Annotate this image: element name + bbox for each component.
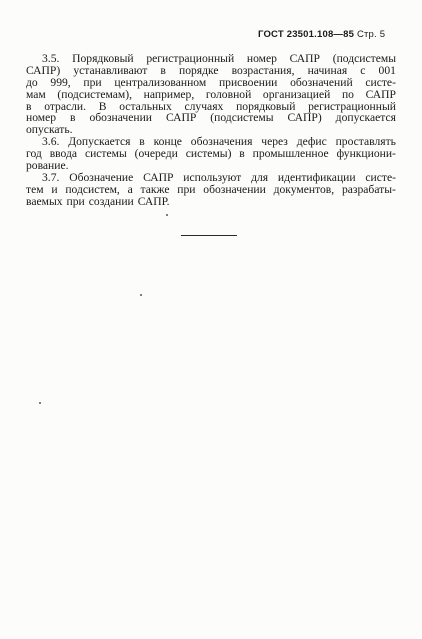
word: централизованном xyxy=(114,75,207,89)
word: рование. xyxy=(26,159,69,173)
page-number: Стр. 5 xyxy=(356,29,386,40)
word: 999, xyxy=(50,75,71,89)
word: систе- xyxy=(365,170,396,184)
word: допускается xyxy=(335,111,396,125)
word: в xyxy=(239,147,245,161)
word: также xyxy=(140,182,170,196)
word: обозначений xyxy=(290,75,353,89)
paragraph xyxy=(26,136,396,172)
word: (подсистемы xyxy=(332,52,396,65)
word: отрасли. xyxy=(44,99,87,113)
word: в xyxy=(139,135,145,149)
word: САПР) xyxy=(26,63,61,77)
word: идентификации xyxy=(277,170,356,184)
word: конце xyxy=(153,135,182,149)
word: Обозначение xyxy=(69,170,134,184)
word: до xyxy=(26,75,38,89)
word: в xyxy=(70,111,76,125)
text-line xyxy=(26,172,396,184)
word: систе- xyxy=(365,75,396,89)
word: по xyxy=(341,87,354,101)
word: 3.7. xyxy=(42,170,60,184)
word: создании xyxy=(88,194,134,208)
word: САПР xyxy=(289,52,321,65)
word: подсистем, xyxy=(65,182,120,196)
word: функциони- xyxy=(336,147,396,161)
word: номер xyxy=(246,52,277,65)
word: САПР) xyxy=(287,111,322,125)
word: возрастания, xyxy=(231,63,295,77)
word: системы xyxy=(84,147,127,161)
word: в xyxy=(26,99,32,113)
word: промышленное xyxy=(252,147,329,161)
word: с xyxy=(360,63,366,77)
word: ваемых xyxy=(26,194,63,208)
word: используют xyxy=(183,170,242,184)
word: опускать. xyxy=(26,123,73,137)
word: проставлять xyxy=(335,135,396,149)
word: (очереди xyxy=(134,147,178,161)
word: документов, xyxy=(273,182,335,196)
word: ввода xyxy=(49,147,78,161)
word: системы) xyxy=(185,147,232,161)
word: 3.5. xyxy=(42,52,60,65)
word: порядке xyxy=(179,63,219,77)
paragraph xyxy=(26,53,396,136)
word: 001 xyxy=(378,63,396,77)
word: В xyxy=(98,99,107,113)
word: Допускается xyxy=(68,135,131,149)
word: а xyxy=(127,182,133,196)
word: например, xyxy=(143,87,195,101)
word: (подсистемам), xyxy=(57,87,133,101)
word: (подсистемы xyxy=(210,111,274,125)
word: остальных xyxy=(119,99,172,113)
word: порядковый xyxy=(236,99,296,113)
text-line xyxy=(26,148,396,160)
text-line xyxy=(26,196,396,208)
word: регистрационный xyxy=(308,99,396,113)
text-line xyxy=(26,77,396,89)
word: головной xyxy=(205,87,252,101)
scan-speck xyxy=(140,294,142,296)
standard-number: ГОСТ 23501.108—85 xyxy=(258,29,355,40)
scan-speck xyxy=(166,214,168,216)
word: САПР xyxy=(143,170,174,184)
body-text xyxy=(26,53,396,208)
text-line xyxy=(26,65,396,77)
word: дефис xyxy=(296,135,327,149)
word: случаях xyxy=(184,99,224,113)
word: САПР. xyxy=(137,194,170,208)
word: год xyxy=(26,147,42,161)
word: мам xyxy=(26,87,46,101)
word: начиная xyxy=(307,63,348,77)
text-line xyxy=(26,184,396,196)
word: обозначении xyxy=(89,111,153,125)
word: обозначения xyxy=(190,135,253,149)
word: устанавливают xyxy=(73,63,148,77)
end-rule xyxy=(181,235,237,236)
word: при xyxy=(83,75,102,89)
text-line xyxy=(26,112,396,124)
word: разрабаты- xyxy=(341,182,396,196)
word: организацией xyxy=(262,87,331,101)
word: при xyxy=(66,194,85,208)
word: 3.6. xyxy=(42,135,60,149)
word: и xyxy=(51,182,58,196)
word: регистрационный xyxy=(146,52,235,65)
paragraph xyxy=(26,172,396,208)
word: через xyxy=(261,135,288,149)
word: Порядковый xyxy=(72,52,134,65)
word: для xyxy=(251,170,269,184)
page-header xyxy=(258,29,398,40)
word: номер xyxy=(26,111,57,125)
word: в xyxy=(160,63,166,77)
word: САПР xyxy=(165,111,197,125)
word: при xyxy=(177,182,196,196)
word: САПР xyxy=(365,87,396,101)
text-line xyxy=(26,89,396,101)
word: тем xyxy=(26,182,44,196)
word: обозначении xyxy=(203,182,266,196)
word: присвоении xyxy=(218,75,278,89)
scan-speck xyxy=(39,402,41,404)
